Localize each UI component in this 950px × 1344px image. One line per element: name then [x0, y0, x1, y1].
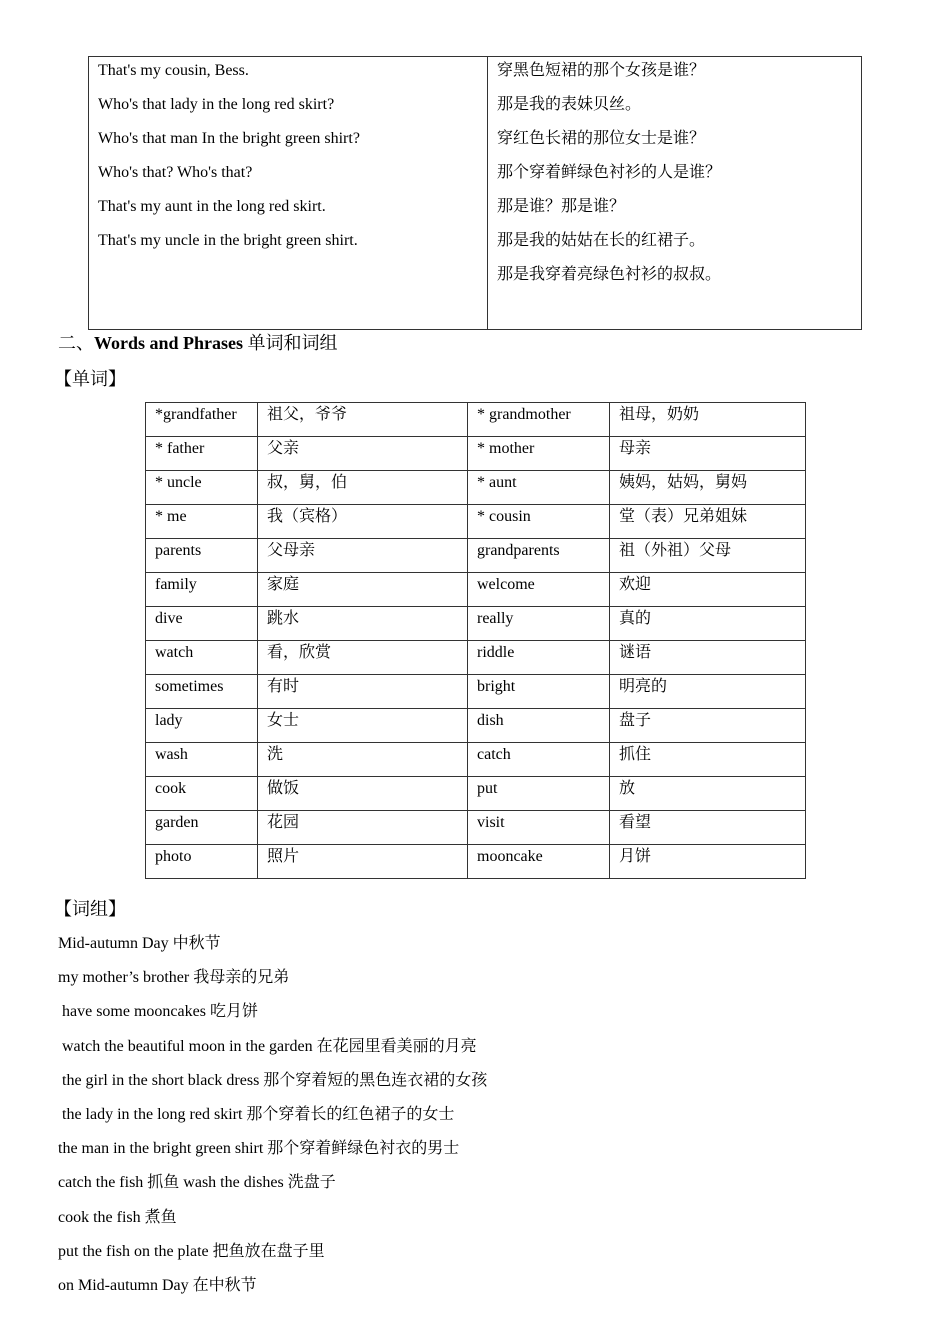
vocab-word-en: * mother: [468, 437, 610, 471]
vocab-row: [146, 743, 806, 777]
dialog-chinese-line: 那是我的姑姑在长的红裙子。: [497, 232, 706, 249]
vocab-word-en: * me: [146, 505, 258, 539]
vocab-word-zh: 女士: [258, 709, 468, 743]
vocab-word-en: dive: [146, 607, 258, 641]
vocab-word-zh: 抓住: [610, 743, 806, 777]
phrases-heading: 【词组】: [54, 899, 126, 919]
vocab-word-en: catch: [468, 743, 610, 777]
phrase-item: cook the fish 煮鱼: [58, 1208, 177, 1226]
dialog-english-line: Who's that? Who's that?: [98, 164, 253, 181]
vocab-word-en: put: [468, 777, 610, 811]
vocab-word-en: cook: [146, 777, 258, 811]
vocab-word-en: welcome: [468, 573, 610, 607]
phrases-list: [58, 931, 918, 1307]
vocab-row: [146, 573, 806, 607]
phrase-item: my mother’s brother 我母亲的兄弟: [58, 969, 290, 987]
vocab-word-en: watch: [146, 641, 258, 675]
phrase-item: watch the beautiful moon in the garden 在花园里看美丽的月亮: [58, 1037, 477, 1055]
words-heading: 【单词】: [54, 369, 126, 389]
vocab-row: [146, 471, 806, 505]
vocab-word-zh: 看，欣赏: [258, 641, 468, 675]
vocab-word-en: * cousin: [468, 505, 610, 539]
dialog-chinese-line: 穿黑色短裙的那个女孩是谁？: [497, 62, 706, 79]
vocab-word-en: * grandmother: [468, 403, 610, 437]
vocab-row: [146, 845, 806, 879]
section-heading: [58, 330, 338, 356]
vocab-word-zh: 父亲: [258, 437, 468, 471]
dialog-chinese-line: 那是我的表妹贝丝。: [497, 96, 642, 113]
vocab-row: [146, 641, 806, 675]
vocab-row: [146, 505, 806, 539]
dialog-english-line: That's my uncle in the bright green shirt.: [98, 232, 358, 249]
vocab-row: [146, 403, 806, 437]
dialog-english-line: Who's that man In the bright green shirt?: [98, 130, 360, 147]
vocab-word-en: lady: [146, 709, 258, 743]
vocab-word-zh: 叔，舅，伯: [258, 471, 468, 505]
vocab-row: [146, 709, 806, 743]
vocab-word-en: mooncake: [468, 845, 610, 879]
vocab-word-zh: 父母亲: [258, 539, 468, 573]
vocab-word-en: bright: [468, 675, 610, 709]
phrase-item: on Mid-autumn Day 在中秋节: [58, 1276, 257, 1294]
dialog-english-line: That's my aunt in the long red skirt.: [98, 198, 326, 215]
vocab-word-zh: 跳水: [258, 607, 468, 641]
vocab-row: [146, 607, 806, 641]
phrase-item: have some mooncakes 吃月饼: [58, 1003, 258, 1021]
phrase-item: the lady in the long red skirt 那个穿着长的红色裙子的女士: [58, 1105, 455, 1123]
dialog-chinese-line: 那是谁？那是谁？: [497, 198, 626, 215]
phrase-item: the girl in the short black dress 那个穿着短的黑色连衣裙的女孩: [58, 1071, 488, 1089]
section-title-zh: 单词和词组: [243, 333, 338, 353]
vocab-word-zh: 祖父，爷爷: [258, 403, 468, 437]
dialog-chinese-column: [488, 57, 861, 329]
vocab-word-zh: 真的: [610, 607, 806, 641]
vocab-table: [145, 402, 806, 879]
vocab-word-zh: 祖（外祖）父母: [610, 539, 806, 573]
vocab-word-en: dish: [468, 709, 610, 743]
vocab-row: [146, 539, 806, 573]
vocab-word-en: photo: [146, 845, 258, 879]
vocab-word-zh: 家庭: [258, 573, 468, 607]
vocab-word-zh: 明亮的: [610, 675, 806, 709]
section-title-en: Words and Phrases: [94, 333, 244, 353]
vocab-word-zh: 堂（表）兄弟姐妹: [610, 505, 806, 539]
phrase-item: Mid-autumn Day 中秋节: [58, 935, 221, 952]
vocab-word-zh: 盘子: [610, 709, 806, 743]
dialog-chinese-line: 那是我穿着亮绿色衬衫的叔叔。: [497, 266, 722, 283]
vocab-word-en: sometimes: [146, 675, 258, 709]
vocab-row: [146, 811, 806, 845]
vocab-word-en: wash: [146, 743, 258, 777]
vocab-word-en: *grandfather: [146, 403, 258, 437]
dialog-english-line: Who's that lady in the long red skirt?: [98, 96, 335, 113]
phrase-item: the man in the bright green shirt 那个穿着鲜绿色衬衣的男士: [58, 1140, 460, 1158]
vocab-word-en: * uncle: [146, 471, 258, 505]
section-prefix: 二、: [58, 333, 94, 353]
dialog-english-line: That's my cousin, Bess.: [98, 62, 249, 79]
dialog-chinese-line: 穿红色长裙的那位女士是谁？: [497, 130, 706, 147]
vocab-word-zh: 母亲: [610, 437, 806, 471]
dialog-table: [88, 56, 862, 330]
vocab-word-zh: 姨妈，姑妈，舅妈: [610, 471, 806, 505]
vocab-word-en: really: [468, 607, 610, 641]
vocab-word-en: garden: [146, 811, 258, 845]
vocab-word-zh: 看望: [610, 811, 806, 845]
vocab-word-zh: 我（宾格）: [258, 505, 468, 539]
vocab-word-en: family: [146, 573, 258, 607]
vocab-word-zh: 欢迎: [610, 573, 806, 607]
phrase-item: catch the fish 抓鱼 wash the dishes 洗盘子: [58, 1174, 336, 1192]
vocab-word-zh: 放: [610, 777, 806, 811]
vocab-word-zh: 花园: [258, 811, 468, 845]
phrase-item: put the fish on the plate 把鱼放在盘子里: [58, 1242, 325, 1260]
vocab-word-zh: 月饼: [610, 845, 806, 879]
vocab-word-zh: 祖母，奶奶: [610, 403, 806, 437]
vocab-word-zh: 做饭: [258, 777, 468, 811]
vocab-word-en: visit: [468, 811, 610, 845]
vocab-word-zh: 洗: [258, 743, 468, 777]
vocab-word-en: parents: [146, 539, 258, 573]
vocab-row: [146, 437, 806, 471]
vocab-row: [146, 777, 806, 811]
dialog-chinese-line: 那个穿着鲜绿色衬衫的人是谁？: [497, 164, 722, 181]
vocab-word-en: * father: [146, 437, 258, 471]
vocab-word-en: * aunt: [468, 471, 610, 505]
vocab-word-en: riddle: [468, 641, 610, 675]
vocab-word-zh: 谜语: [610, 641, 806, 675]
vocab-word-zh: 有时: [258, 675, 468, 709]
vocab-word-zh: 照片: [258, 845, 468, 879]
vocab-row: [146, 675, 806, 709]
vocab-word-en: grandparents: [468, 539, 610, 573]
dialog-english-column: [89, 57, 488, 329]
